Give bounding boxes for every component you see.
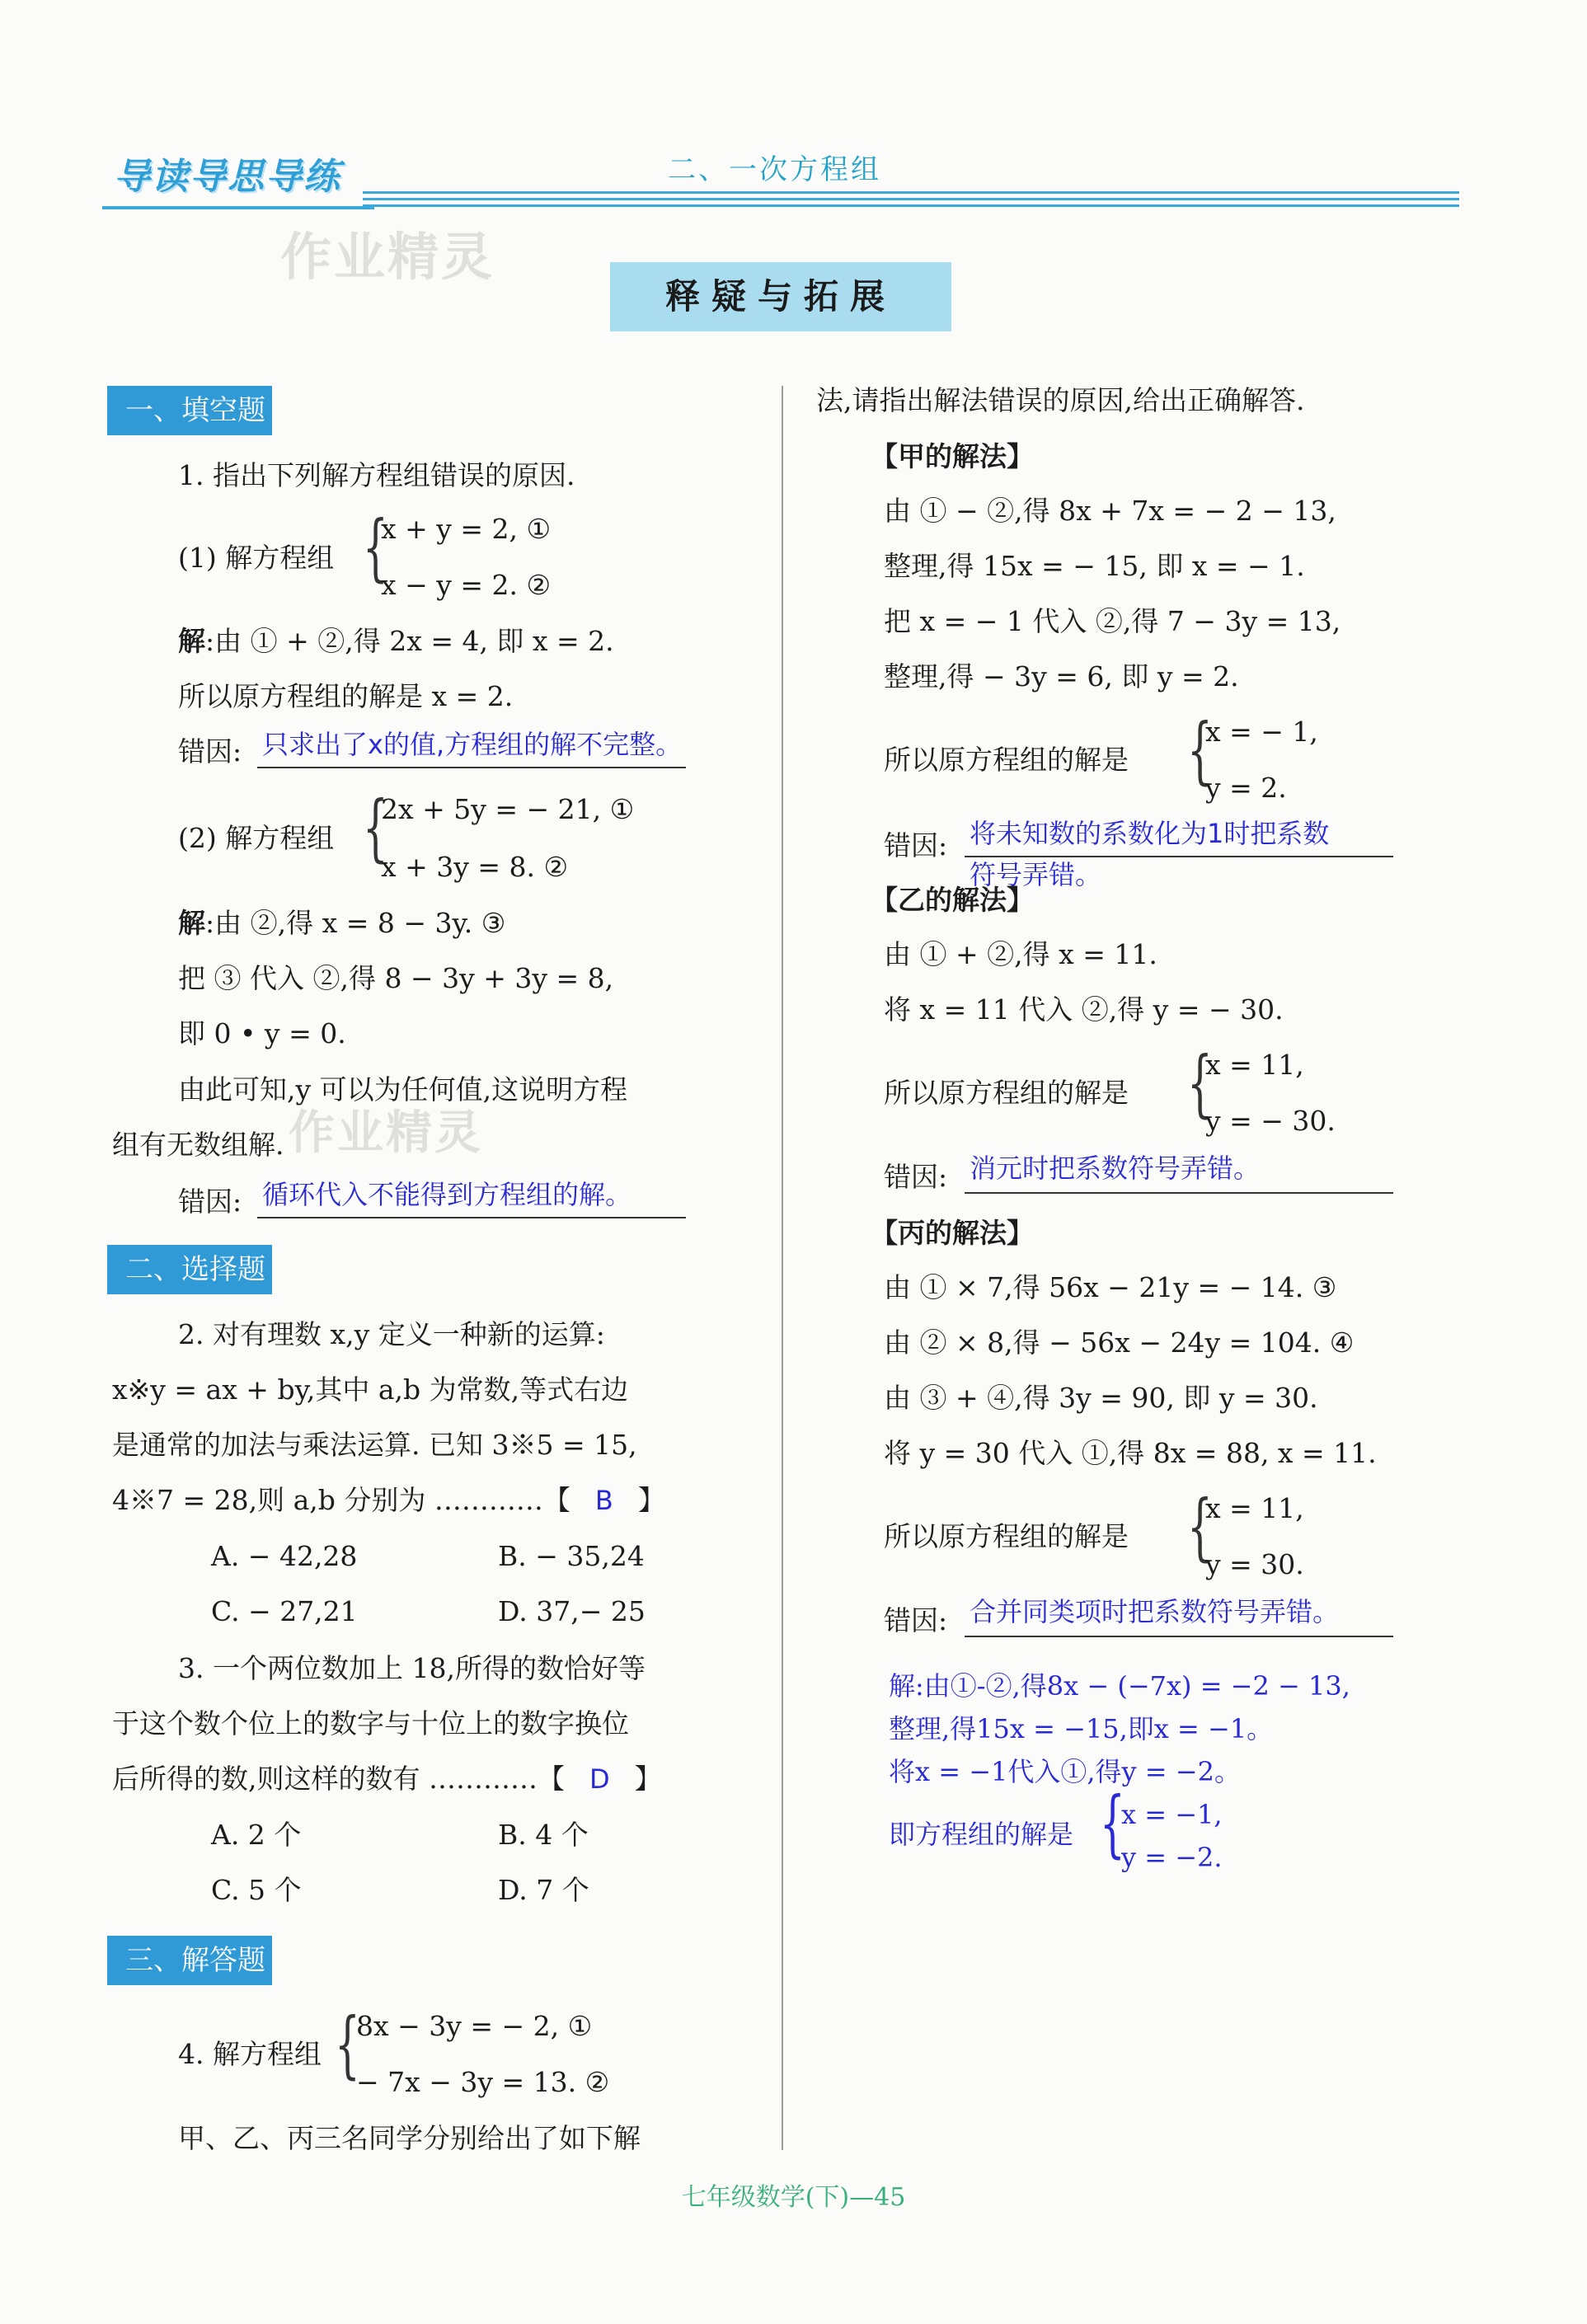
series-logo: 导读导思导练 <box>114 156 341 198</box>
jia-error-label: 错因: <box>884 829 948 862</box>
bing-title: 【丙的解法】 <box>871 1217 1034 1249</box>
q2-line1: 2. 对有理数 x,y 定义一种新的运算: <box>178 1318 605 1350</box>
q1-part1-error-answer: 只求出了x的值,方程组的解不完整。 <box>262 729 683 760</box>
q1-part1-label: (1) 解方程组 <box>178 542 335 574</box>
answer-line <box>965 1634 1393 1637</box>
q1-part2-solution-line4: 由此可知,y 可以为任何值,这说明方程 <box>178 1073 628 1106</box>
q1-part2-error-label: 错因: <box>178 1185 242 1218</box>
q2-option-c: C. − 27,21 <box>211 1595 358 1627</box>
jia-result-y: y = 2. <box>1205 772 1287 804</box>
bing-line3: 由 ③ + ④,得 3y = 90, 即 y = 30. <box>884 1382 1318 1414</box>
q1-part1-eq1: x + y = 2, ① <box>381 513 552 545</box>
q3-line3: 后所得的数,则这样的数有 …………【 D 】 <box>112 1763 662 1795</box>
section-free-response: 三、解答题 <box>107 1936 272 1985</box>
q3-option-b: B. 4 个 <box>498 1819 589 1851</box>
brace: { <box>363 505 388 589</box>
q4-eq1: 8x − 3y = − 2, ① <box>356 2010 593 2042</box>
section-banner: 释疑与拓展 <box>610 262 951 331</box>
jia-line4: 整理,得 − 3y = 6, 即 y = 2. <box>884 660 1239 693</box>
q1-part2-label: (2) 解方程组 <box>178 822 335 854</box>
jia-line3: 把 x = − 1 代入 ②,得 7 − 3y = 13, <box>884 605 1341 637</box>
q1-part2-solution-line2: 把 ③ 代入 ②,得 8 − 3y + 3y = 8, <box>178 962 614 994</box>
solution-result-x: x = −1, <box>1121 1799 1223 1830</box>
q3-option-d: D. 7 个 <box>498 1874 589 1906</box>
jia-line1: 由 ① − ②,得 8x + 7x = − 2 − 13, <box>884 495 1336 527</box>
brace: { <box>1187 1484 1213 1569</box>
column-divider <box>782 386 783 2150</box>
section-multiple-choice: 二、选择题 <box>107 1245 272 1294</box>
brace: { <box>1187 707 1213 792</box>
bing-result-label: 所以原方程组的解是 <box>884 1520 1129 1552</box>
q1-part1-eq2: x − y = 2. ② <box>381 569 552 601</box>
watermark: 作业精灵 <box>280 227 495 287</box>
q2-line2: x※y = ax + by,其中 a,b 为常数,等式右边 <box>112 1373 629 1406</box>
section-fill-in: 一、填空题 <box>107 386 272 435</box>
watermark-middle: 作业精灵 <box>289 1106 483 1160</box>
yi-result-x: x = 11, <box>1205 1049 1304 1081</box>
q4-eq2: − 7x − 3y = 13. ② <box>356 2066 610 2098</box>
q3-answer: D <box>589 1763 610 1795</box>
yi-line2: 将 x = 11 代入 ②,得 y = − 30. <box>884 993 1284 1026</box>
bing-line4: 将 y = 30 代入 ①,得 8x = 88, x = 11. <box>884 1437 1377 1469</box>
q2-option-a: A. − 42,28 <box>211 1540 358 1572</box>
q1-part2-eq1: 2x + 5y = − 21, ① <box>381 793 635 825</box>
q1-part1-solution-line2: 所以原方程组的解是 x = 2. <box>178 680 514 712</box>
brace: { <box>363 785 388 870</box>
yi-result-label: 所以原方程组的解是 <box>884 1077 1129 1109</box>
page-footer: 七年级数学(下)—45 <box>681 2183 906 2212</box>
solution-result-label: 即方程组的解是 <box>889 1819 1074 1850</box>
q2-line4: 4※7 = 28,则 a,b 分别为 …………【 B 】 <box>112 1484 665 1516</box>
jia-title: 【甲的解法】 <box>871 440 1034 472</box>
bing-line2: 由 ② × 8,得 − 56x − 24y = 104. ④ <box>884 1326 1355 1359</box>
brace: { <box>1100 1781 1125 1866</box>
jia-result-label: 所以原方程组的解是 <box>884 744 1129 776</box>
answer-line <box>257 765 686 768</box>
jia-result-x: x = − 1, <box>1205 716 1318 748</box>
solution-line3: 将x = −1代入①,得y = −2。 <box>889 1756 1241 1787</box>
q4-intro-line1: 甲、乙、丙三名同学分别给出了如下解 <box>178 2122 641 2154</box>
jia-line2: 整理,得 15x = − 15, 即 x = − 1. <box>884 550 1305 582</box>
jia-error-answer-line1: 将未知数的系数化为1时把系数 <box>970 818 1330 849</box>
q1-part1-solution-line1: 解:由 ① + ②,得 2x = 4, 即 x = 2. <box>178 625 614 657</box>
header-rules <box>363 191 1459 216</box>
q1-part2-solution-line1: 解:由 ②,得 x = 8 − 3y. ③ <box>178 907 506 939</box>
q3-line2: 于这个数个位上的数字与十位上的数字换位 <box>112 1707 629 1739</box>
solution-line2: 整理,得15x = −15,即x = −1。 <box>889 1713 1274 1744</box>
q4-label: 4. 解方程组 <box>178 2038 322 2070</box>
q3-line1: 3. 一个两位数加上 18,所得的数恰好等 <box>178 1652 646 1684</box>
bing-line1: 由 ① × 7,得 56x − 21y = − 14. ③ <box>884 1271 1337 1303</box>
bing-error-label: 错因: <box>884 1604 948 1636</box>
q1-part2-solution-line5: 组有无数组解. <box>112 1129 284 1161</box>
solution-line1: 解:由①-②,得8x − (−7x) = −2 − 13, <box>889 1670 1350 1702</box>
header-rule-left <box>102 206 374 209</box>
q1-stem: 1. 指出下列解方程组错误的原因. <box>178 459 575 491</box>
yi-line1: 由 ① + ②,得 x = 11. <box>884 938 1157 970</box>
answer-line <box>965 1190 1393 1194</box>
solution-result-y: y = −2. <box>1121 1842 1223 1873</box>
q2-line3: 是通常的加法与乘法运算. 已知 3※5 = 15, <box>112 1429 637 1461</box>
q3-option-a: A. 2 个 <box>211 1819 302 1851</box>
yi-result-y: y = − 30. <box>1205 1105 1336 1137</box>
chapter-title: 二、一次方程组 <box>668 153 881 186</box>
bing-result-x: x = 11, <box>1205 1492 1304 1524</box>
yi-title: 【乙的解法】 <box>871 884 1034 916</box>
q1-part2-error-answer: 循环代入不能得到方程组的解。 <box>262 1179 632 1210</box>
brace: { <box>335 2002 360 2087</box>
q2-answer: B <box>594 1485 613 1516</box>
q3-option-c: C. 5 个 <box>211 1874 302 1906</box>
bing-error-answer: 合并同类项时把系数符号弄错。 <box>970 1596 1340 1627</box>
yi-error-label: 错因: <box>884 1161 948 1193</box>
q1-part2-eq2: x + 3y = 8. ② <box>381 851 569 883</box>
q4-intro-line2: 法,请指出解法错误的原因,给出正确解答. <box>816 384 1305 416</box>
q1-part1-error-label: 错因: <box>178 735 242 768</box>
brace: { <box>1187 1040 1213 1125</box>
q2-option-d: D. 37,− 25 <box>498 1595 646 1627</box>
q2-option-b: B. − 35,24 <box>498 1540 645 1572</box>
answer-line <box>257 1215 686 1218</box>
jia-error-answer-line2: 符号弄错。 <box>970 859 1102 890</box>
q1-part2-solution-line3: 即 0 • y = 0. <box>178 1017 346 1049</box>
bing-result-y: y = 30. <box>1205 1548 1304 1580</box>
yi-error-answer: 消元时把系数符号弄错。 <box>970 1153 1261 1184</box>
